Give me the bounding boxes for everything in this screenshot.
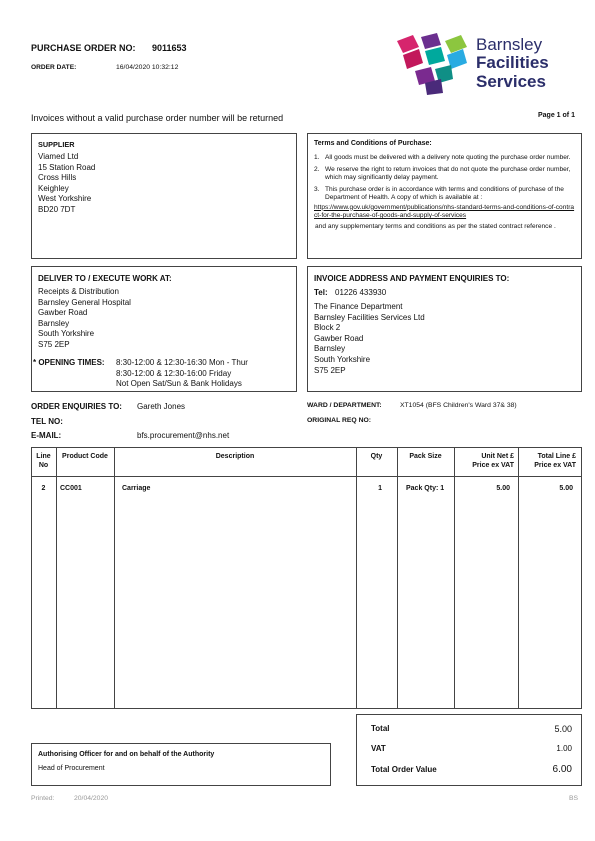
supplier-line: BD20 7DT (38, 204, 76, 214)
opening-line: 8:30-12:00 & 12:30-16:00 Friday (116, 368, 232, 378)
total-label: Total (371, 724, 390, 733)
cell-line: 2 (41, 485, 46, 492)
footer-initials: BS (569, 795, 579, 802)
logo-text-2: Facilities (476, 53, 549, 72)
deliver-line: Barnsley (38, 318, 70, 328)
cell-desc: Carriage (122, 485, 151, 492)
totals-box (356, 714, 582, 786)
po-number: 9011653 (152, 43, 187, 53)
col-header-total-2: Price ex VAT (534, 462, 576, 469)
col-header-desc: Description (215, 453, 255, 460)
cell-qty: 1 (378, 485, 382, 492)
invoice-notice: Invoices without a valid purchase order number will be returned (31, 113, 284, 123)
tel-no-label: TEL NO: (31, 417, 63, 426)
cell-pack: Pack Qty: 1 (406, 485, 445, 492)
cell-code: CC001 (60, 485, 82, 492)
terms-link[interactable]: https://www.gov.uk/government/publications/nhs-standard-terms-and-conditions-of-contract-for-the-purchase-of-goods-and-supply-of-services (314, 203, 575, 219)
col-header-code: Product Code (62, 453, 108, 460)
terms-item-num: 3. (314, 185, 320, 193)
printed-label: Printed: (31, 795, 55, 802)
col-header-unit-2: Price ex VAT (472, 462, 514, 469)
terms-item-text: We reserve the right to return invoices that do not quote the purchase order number, which may significantly delay payment. (325, 165, 571, 181)
logo-text-1: Barnsley (476, 35, 543, 54)
vat-value: 1.00 (556, 744, 572, 753)
supplier-line: 15 Station Road (38, 162, 96, 172)
order-enquiries-value: Gareth Jones (137, 402, 186, 411)
col-header-unit (454, 452, 514, 470)
invoice-line: Block 2 (314, 323, 341, 333)
opening-times-label: * OPENING TIMES: (33, 358, 105, 367)
supplier-address (38, 152, 95, 216)
total-value: 5.00 (554, 724, 572, 734)
supplier-line: West Yorkshire (38, 194, 92, 204)
invoice-line: Gawber Road (314, 333, 364, 343)
page-number: Page 1 of 1 (538, 112, 575, 119)
total-order-label: Total Order Value (371, 765, 437, 774)
col-header-line (31, 452, 56, 470)
deliver-address (38, 287, 131, 351)
column-divider (56, 447, 57, 709)
original-req-label: ORIGINAL REQ NO: (307, 417, 372, 424)
terms-list (314, 154, 576, 231)
terms-item (314, 186, 576, 203)
terms-item-num: 2. (314, 165, 320, 173)
invoice-title: INVOICE ADDRESS AND PAYMENT ENQUIRIES TO: (314, 274, 510, 283)
col-header-line-2: No (38, 462, 49, 469)
col-header-qty: Qty (370, 453, 383, 460)
col-header-total-1: Total Line £ (537, 453, 576, 460)
terms-item-num: 1. (314, 154, 320, 161)
supplier-title: SUPPLIER (38, 140, 75, 149)
invoice-tel-value: 01226 433930 (335, 288, 387, 297)
terms-item-text: This purchase order is in accordance with terms and conditions of purchase of the Department of Health. A copy of which is available at : (325, 185, 564, 201)
opening-line: Not Open Sat/Sun & Bank Holidays (116, 379, 242, 389)
column-divider (397, 447, 398, 709)
supplier-box (31, 133, 297, 259)
ward-value: XT1054 (BFS Children's Ward 37& 38) (400, 402, 517, 409)
printed-value: 20/04/2020 (74, 795, 109, 802)
terms-title: Terms and Conditions of Purchase: (314, 140, 432, 147)
deliver-line: Gawber Road (38, 308, 88, 318)
terms-item-text: All goods must be delivered with a delivery note quoting the purchase order number. (325, 154, 571, 161)
order-date-label: ORDER DATE: (31, 64, 77, 71)
ward-label: WARD / DEPARTMENT: (307, 402, 382, 409)
bfs-logo-icon (395, 33, 470, 95)
invoice-address (314, 302, 425, 376)
email-value[interactable]: bfs.procurement@nhs.net (137, 431, 230, 440)
deliver-line: Barnsley General Hospital (38, 297, 131, 307)
po-label: PURCHASE ORDER NO: (31, 43, 136, 53)
cell-unit: 5.00 (496, 485, 510, 492)
column-divider (114, 447, 115, 709)
authorising-box (31, 743, 331, 786)
deliver-box (31, 266, 297, 392)
opening-times (116, 358, 248, 390)
invoice-box (307, 266, 582, 392)
col-header-pack: Pack Size (409, 453, 442, 460)
deliver-line: S75 2EP (38, 339, 70, 349)
authorising-role: Head of Procurement (38, 765, 105, 772)
col-header-unit-1: Unit Net £ (481, 453, 514, 460)
order-enquiries-label: ORDER ENQUIRIES TO: (31, 402, 122, 411)
opening-line: 8:30-12:00 & 12:30-16:30 Mon - Thur (116, 358, 248, 367)
deliver-line: South Yorkshire (38, 329, 95, 339)
terms-box (307, 133, 582, 259)
invoice-line: Barnsley Facilities Services Ltd (314, 312, 425, 322)
invoice-line: South Yorkshire (314, 354, 371, 364)
terms-footer: and any supplementary terms and conditions as per the stated contract reference . (315, 222, 556, 230)
supplier-line: Keighley (38, 183, 69, 193)
deliver-line: Receipts & Distribution (38, 287, 119, 296)
terms-item (314, 166, 576, 183)
logo-text-3: Services (476, 72, 546, 91)
vat-label: VAT (371, 744, 386, 753)
cell-total: 5.00 (559, 485, 573, 492)
deliver-title: DELIVER TO / EXECUTE WORK AT: (38, 274, 172, 283)
total-order-value: 6.00 (552, 764, 572, 775)
supplier-line: Cross Hills (38, 173, 77, 183)
supplier-line: Viamed Ltd (38, 152, 79, 161)
invoice-line: The Finance Department (314, 302, 403, 311)
invoice-line: S75 2EP (314, 365, 346, 375)
col-header-line-1: Line (36, 453, 51, 460)
order-date-value: 16/04/2020 10:32:12 (116, 64, 179, 71)
invoice-tel-label: Tel: (314, 288, 328, 297)
terms-item (314, 154, 576, 163)
authorising-title: Authorising Officer for and on behalf of the Authority (38, 751, 215, 758)
email-label: E-MAIL: (31, 431, 62, 440)
invoice-line: Barnsley (314, 344, 346, 354)
col-header-total (518, 452, 576, 470)
